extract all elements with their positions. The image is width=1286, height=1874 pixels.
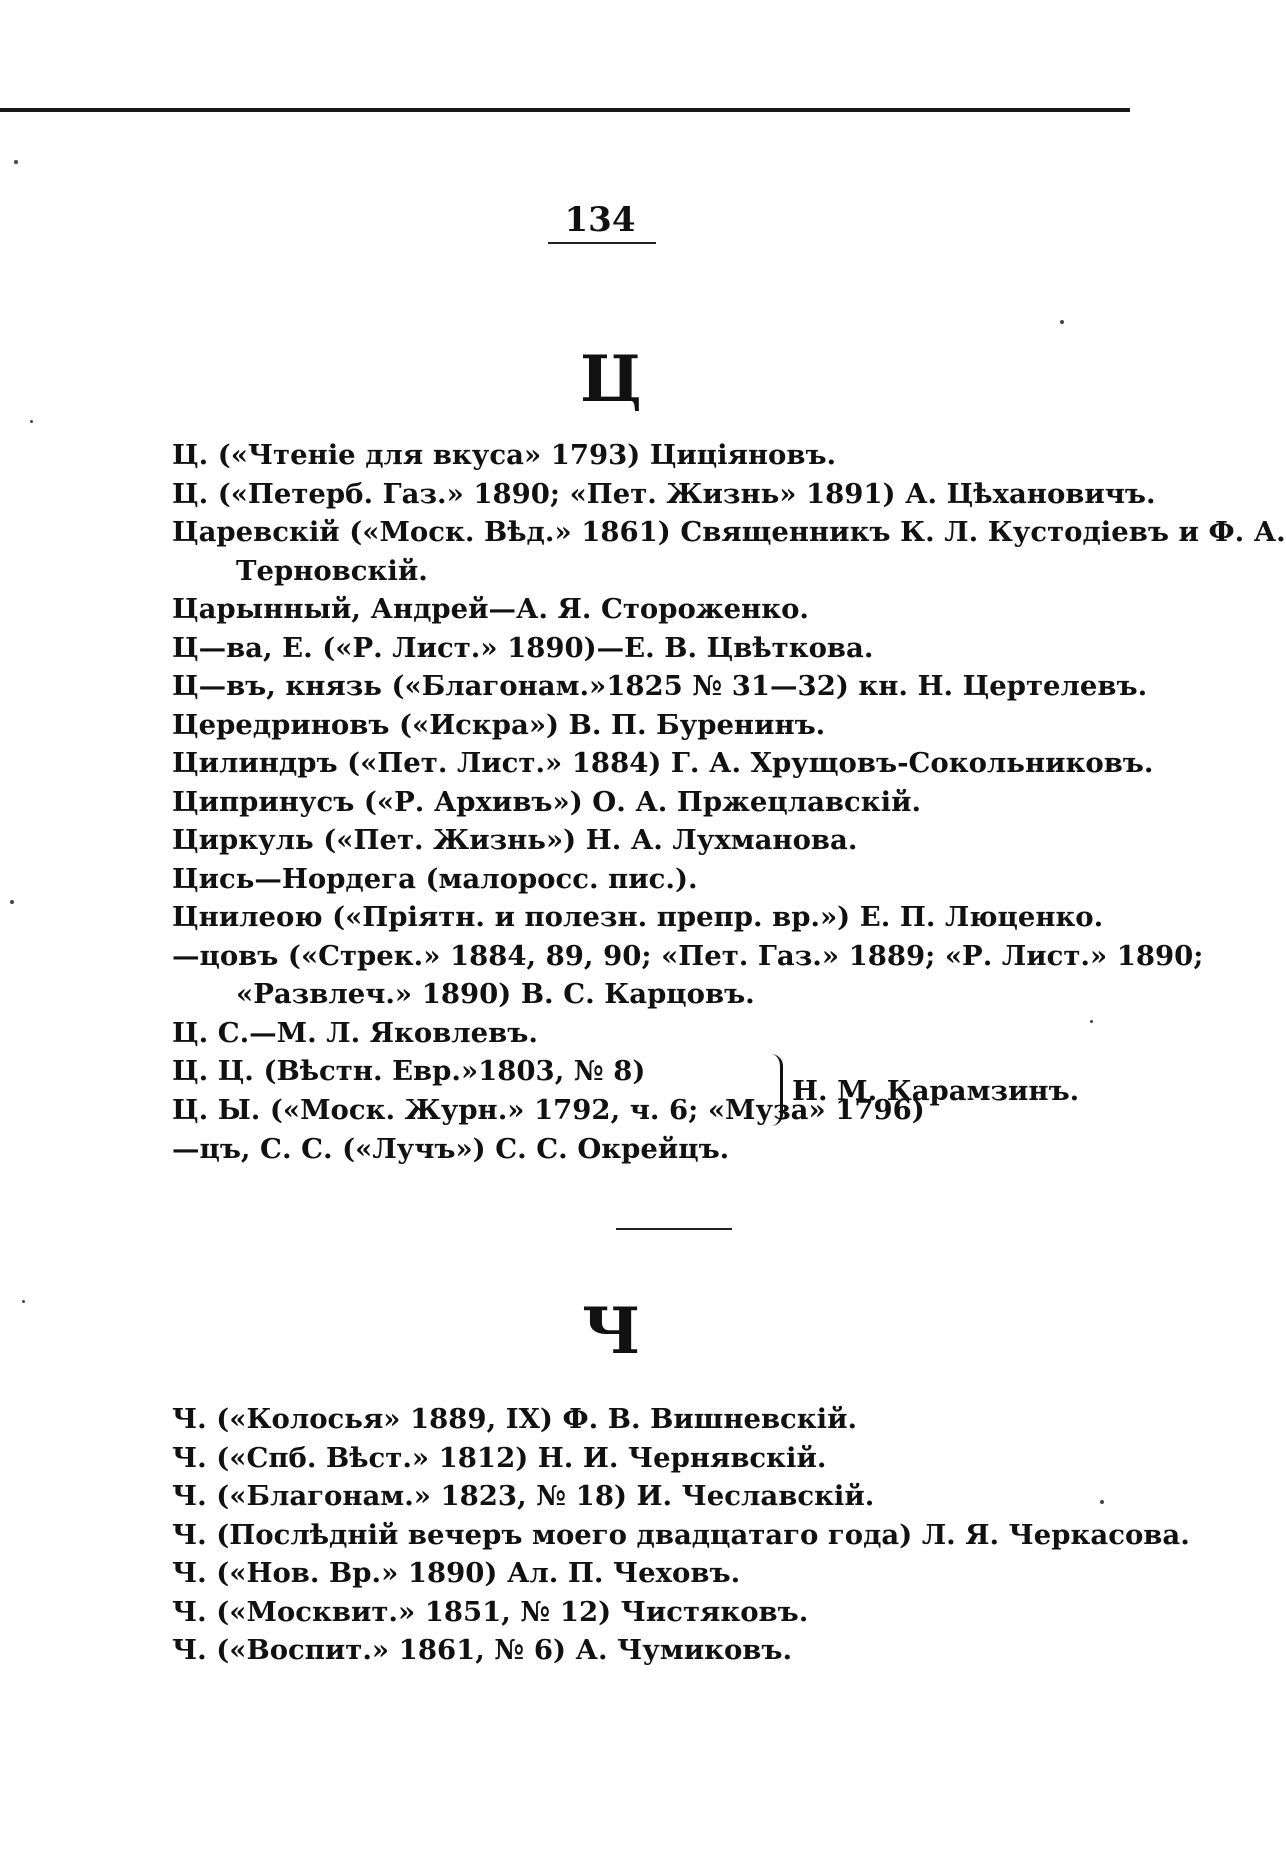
entry: Циркуль («Пет. Жизнь») Н. А. Лухманова.	[172, 824, 858, 856]
section-ts-entries	[172, 436, 1286, 1169]
section-ch-entries	[172, 1400, 1190, 1670]
entry: Ч. («Колосья» 1889, IX) Ф. В. Вишневскій.	[172, 1403, 858, 1435]
entry: Ц. («Петерб. Газ.» 1890; «Пет. Жизнь» 1891) А. Цѣхановичъ.	[172, 477, 1156, 510]
entry: Цись—Нордега (малоросс. пис.).	[172, 862, 698, 895]
entry: Ц—въ, князь («Благонам.»1825 № 31—32) кн. Н. Цертелевъ.	[172, 670, 1148, 702]
scan-speck	[30, 420, 33, 423]
entry: Царынный, Андрей—А. Я. Стороженко.	[172, 593, 809, 625]
entry: Царевскій («Моск. Вѣд.» 1861) Священникъ К. Л. Кустодіевъ и Ф. А. Терновскій.	[172, 516, 1286, 587]
entry: Цнилеою («Пріятн. и полезн. препр. вр.») Е. П. Люценко.	[172, 901, 1104, 933]
page-number: 134	[564, 200, 636, 240]
entry: —цъ, С. С. («Лучъ») С. С. Окрейцъ.	[172, 1133, 730, 1165]
entry: Ч. («Нов. Вр.» 1890) Ал. П. Чеховъ.	[172, 1557, 741, 1589]
page-number-rule	[548, 242, 656, 244]
entry: Ч. (Послѣдній вечеръ моего двадцатаго года) Л. Я. Черкасова.	[172, 1518, 1190, 1551]
brace-group	[172, 1052, 1092, 1170]
entry: —цовъ («Стрек.» 1884, 89, 90; «Пет. Газ.» 1889; «Р. Лист.» 1890; «Развлеч.» 1890) В. С. Карцовъ.	[172, 939, 1204, 1010]
entry: Ципринусъ («Р. Архивъ») О. А. Пржецлавскій.	[172, 785, 922, 818]
entry: Ч. («Москвит.» 1851, № 12) Чистяковъ.	[172, 1595, 809, 1628]
section-heading-ch: Ч	[582, 1294, 643, 1369]
curly-brace	[766, 1054, 783, 1126]
scan-speck	[14, 160, 18, 164]
entry: Ч. («Благонам.» 1823, № 18) И. Чеславскій.	[172, 1480, 875, 1512]
scan-speck	[10, 900, 14, 904]
entry: Ч. («Воспит.» 1861, № 6) А. Чумиковъ.	[172, 1634, 793, 1666]
entry: Цередриновъ («Искра») В. П. Буренинъ.	[172, 708, 826, 741]
top-rule	[0, 108, 1130, 112]
entry: Ч. («Спб. Вѣст.» 1812) Н. И. Чернявскій.	[172, 1441, 827, 1474]
entry: Ц. С.—М. Л. Яковлевъ.	[172, 1016, 538, 1049]
entry: Ц—ва, Е. («Р. Лист.» 1890)—Е. В. Цвѣткова.	[172, 631, 874, 664]
scan-speck	[1060, 320, 1064, 324]
scan-speck	[1100, 1500, 1104, 1504]
entry: Ц. Ц. (Вѣстн. Евр.»1803, № 8)	[172, 1055, 646, 1087]
entry: Цилиндръ («Пет. Лист.» 1884) Г. А. Хрущовъ-Сокольниковъ.	[172, 747, 1154, 779]
section-heading-ts: Ц	[580, 342, 644, 417]
scan-speck	[22, 1300, 25, 1303]
brace-author: Н. М. Карамзинъ.	[792, 1075, 1080, 1107]
entry: Ц. Ы. («Моск. Журн.» 1792, ч. 6; «Муза» 1796)	[172, 1093, 925, 1126]
scan-speck	[1090, 1020, 1093, 1023]
entry: Ц. («Чтеніе для вкуса» 1793) Циціяновъ.	[172, 439, 837, 471]
section-divider	[616, 1228, 732, 1230]
